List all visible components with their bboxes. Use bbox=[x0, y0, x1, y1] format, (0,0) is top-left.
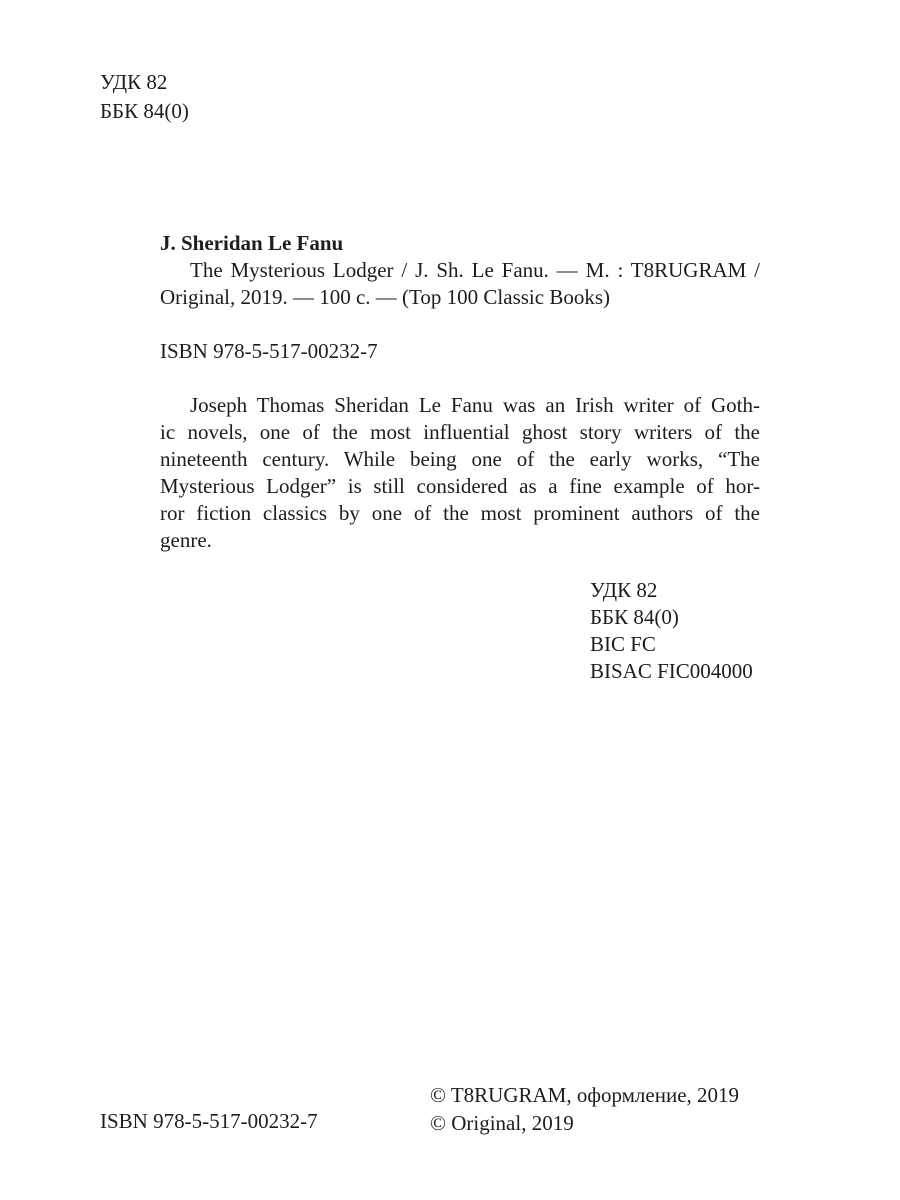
udk-code-right: УДК 82 bbox=[590, 578, 658, 602]
author-description bbox=[160, 392, 760, 554]
footer-isbn: ISBN 978-5-517-00232-7 bbox=[100, 1109, 318, 1133]
description-line: Joseph Thomas Sheridan Le Fanu was an Irish writer of Goth- bbox=[190, 393, 760, 417]
bibliographic-block bbox=[160, 230, 760, 554]
author-name: J. Sheridan Le Fanu bbox=[160, 231, 344, 255]
bic-code: BIC FC bbox=[590, 632, 656, 656]
biblio-line: Original, 2019. — 100 с. — (Top 100 Classic Books) bbox=[160, 285, 610, 309]
bbk-code: ББК 84(0) bbox=[100, 99, 189, 123]
bisac-code: BISAC FIC004000 bbox=[590, 659, 753, 683]
right-classification-codes bbox=[590, 577, 753, 685]
biblio-line: The Mysterious Lodger / J. Sh. Le Fanu. — M. : T8RUGRAM / bbox=[190, 258, 760, 282]
description-line: ror fiction classics by one of the most prominent authors of the bbox=[160, 501, 760, 525]
isbn-line: ISBN 978-5-517-00232-7 bbox=[160, 339, 378, 363]
bbk-code-right: ББК 84(0) bbox=[590, 605, 679, 629]
description-line: Mysterious Lodger” is still considered as a fine example of hor- bbox=[160, 474, 760, 498]
udk-code: УДК 82 bbox=[100, 70, 168, 94]
description-line: nineteenth century. While being one of the early works, “The bbox=[160, 447, 760, 471]
description-line: genre. bbox=[160, 528, 212, 552]
copyright-block bbox=[430, 1081, 739, 1137]
copyright-line: © Original, 2019 bbox=[430, 1111, 574, 1135]
copyright-line: © T8RUGRAM, оформление, 2019 bbox=[430, 1083, 740, 1107]
top-classification-codes bbox=[100, 68, 189, 126]
description-line: ic novels, one of the most influential ghost story writers of the bbox=[160, 420, 760, 444]
